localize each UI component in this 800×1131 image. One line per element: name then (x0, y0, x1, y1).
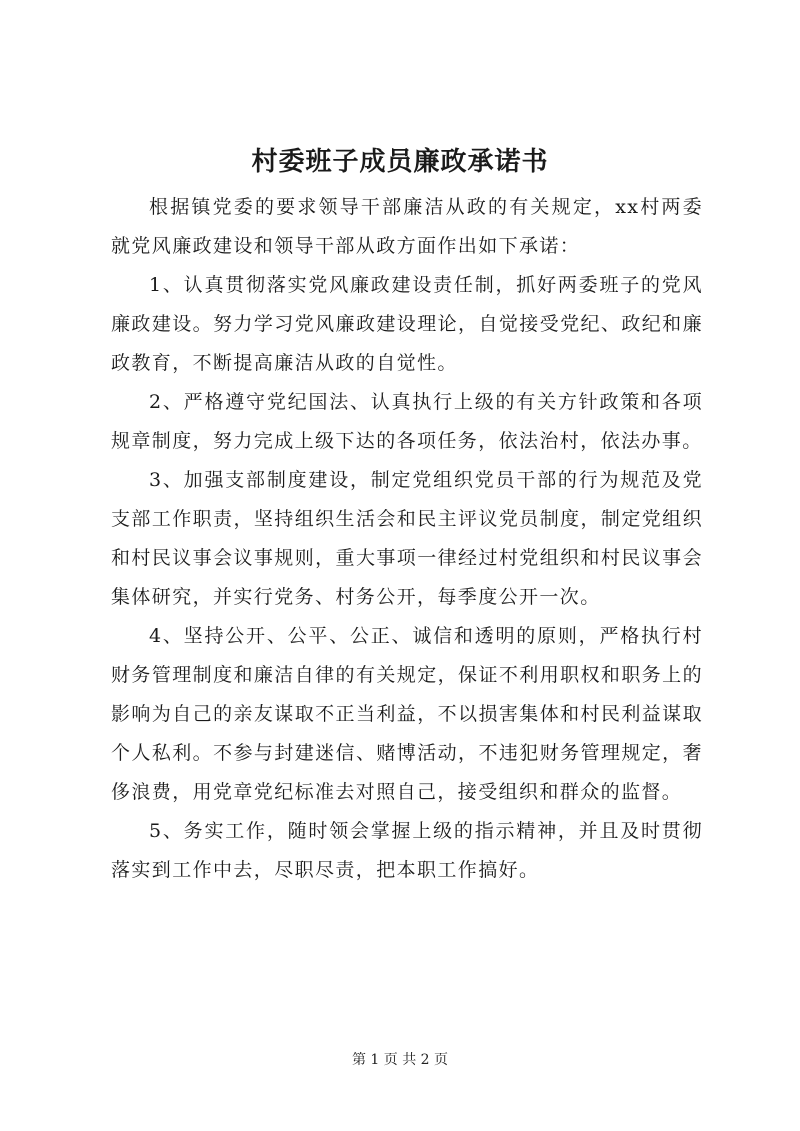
paragraph-item-3: 3、加强支部制度建设，制定党组织党员干部的行为规范及党支部工作职责，坚持组织生活会和民主评议党员制度，制定党组织和村民议事会议事规则，重大事项一律经过村党组织和村民议事会集体研究，并实行党务、村务公开，每季度公开一次。 (111, 469, 703, 608)
paragraph-item-1: 1、认真贯彻落实党风廉政建设责任制，抓好两委班子的党风廉政建设。努力学习党风廉政建设理论，自觉接受党纪、政纪和廉政教育，不断提高廉洁从政的自觉性。 (111, 274, 703, 374)
paragraph-item-4: 4、坚持公开、公平、公正、诚信和透明的原则，严格执行村财务管理制度和廉洁自律的有关规定，保证不利用职权和职务上的影响为自己的亲友谋取不正当利益，不以损害集体和村民利益谋取个人私利。不参与封建迷信、赌博活动，不违犯财务管理规定，奢侈浪费，用党章党纪标准去对照自己，接受组织和群众的监督。 (111, 625, 703, 803)
page-footer: 第 1 页 共 2 页 (351, 1052, 449, 1068)
paragraph-intro: 根据镇党委的要求领导干部廉洁从政的有关规定，xx村两委就党风廉政建设和领导干部从政方面作出如下承诺： (111, 196, 703, 257)
document-body (111, 188, 703, 890)
document-title: 村委班子成员廉政承诺书 (251, 147, 549, 177)
paragraph-item-5: 5、务实工作，随时领会掌握上级的指示精神，并且及时贯彻落实到工作中去，尽职尽责，把本职工作搞好。 (111, 820, 703, 881)
paragraph-item-2: 2、严格遵守党纪国法、认真执行上级的有关方针政策和各项规章制度，努力完成上级下达的各项任务，依法治村，依法办事。 (111, 391, 703, 452)
